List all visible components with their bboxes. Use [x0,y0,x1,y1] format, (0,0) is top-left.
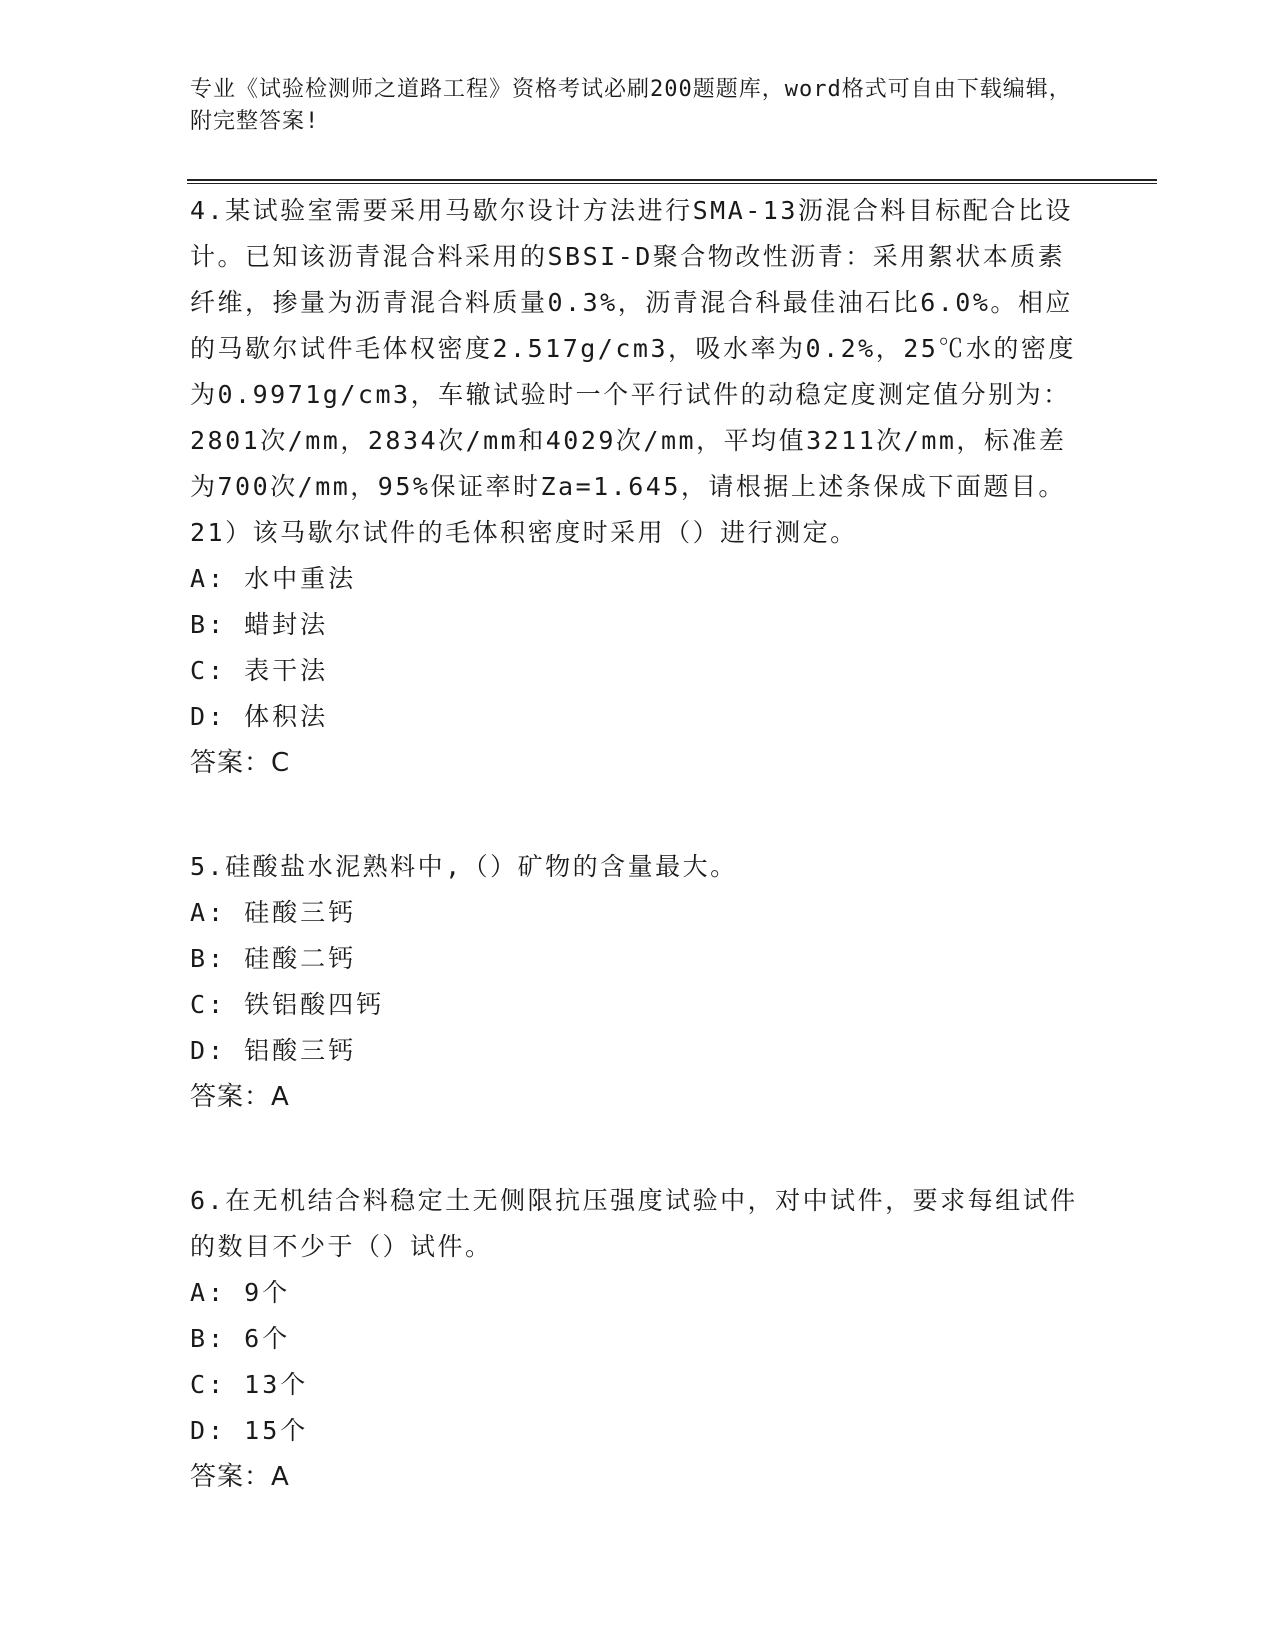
question-list [190,188,1090,1558]
option-b: B: 硅酸二钙 [190,944,357,973]
option-c: C: 铁铝酸四钙 [190,990,385,1019]
option-d: D: 15个 [190,1416,309,1445]
question-4 [190,188,1090,786]
question-text: 6.在无机结合料稳定土无侧限抗压强度试验中，对中试件，要求每组试件的数目不少于（）试件。 [190,1186,1078,1261]
option-c: C: 13个 [190,1370,309,1399]
answer-label: 答案：C [190,748,291,778]
answer-label: 答案：A [190,1082,290,1112]
question-5 [190,844,1090,1120]
option-a: A: 水中重法 [190,564,357,593]
question-text: 4.某试验室需要采用马歇尔设计方法进行SMA-13沥混合料目标配合比设计。已知该沥青混合料采用的SBSI-D聚合物改性沥青：采用絮状本质素纤维，掺量为沥青混合料质量0.3%，沥青混合科最佳油石比6.0%。相应的马歇尔试件毛体权密度2.517g/cm3，吸水率为0.2%，25℃水的密度为0.9971g/cm3，车辙试验时一个平行试件的动稳定度测定值分别为：2801次/mm，2834次/mm和4029次/mm，平均值3211次/mm，标准差为700次/mm，95%保证率时Za=1.645，请根据上述条保成下面题目。21）该马歇尔试件的毛体积密度时采用（）进行测定。 [190,196,1076,547]
question-text: 5.硅酸盐水泥熟料中,（）矿物的含量最大。 [190,852,738,881]
header-divider [187,179,1157,184]
question-6 [190,1178,1090,1500]
answer-label: 答案：A [190,1462,290,1492]
option-b: B: 6个 [190,1324,291,1353]
option-b: B: 蜡封法 [190,610,329,639]
option-d: D: 铝酸三钙 [190,1036,357,1065]
page-header: 专业《试验检测师之道路工程》资格考试必刷200题题库，word格式可自由下载编辑，附完整答案! [190,77,1072,134]
option-a: A: 9个 [190,1278,291,1307]
option-a: A: 硅酸三钙 [190,898,357,927]
option-d: D: 体积法 [190,702,329,731]
option-c: C: 表干法 [190,656,329,685]
